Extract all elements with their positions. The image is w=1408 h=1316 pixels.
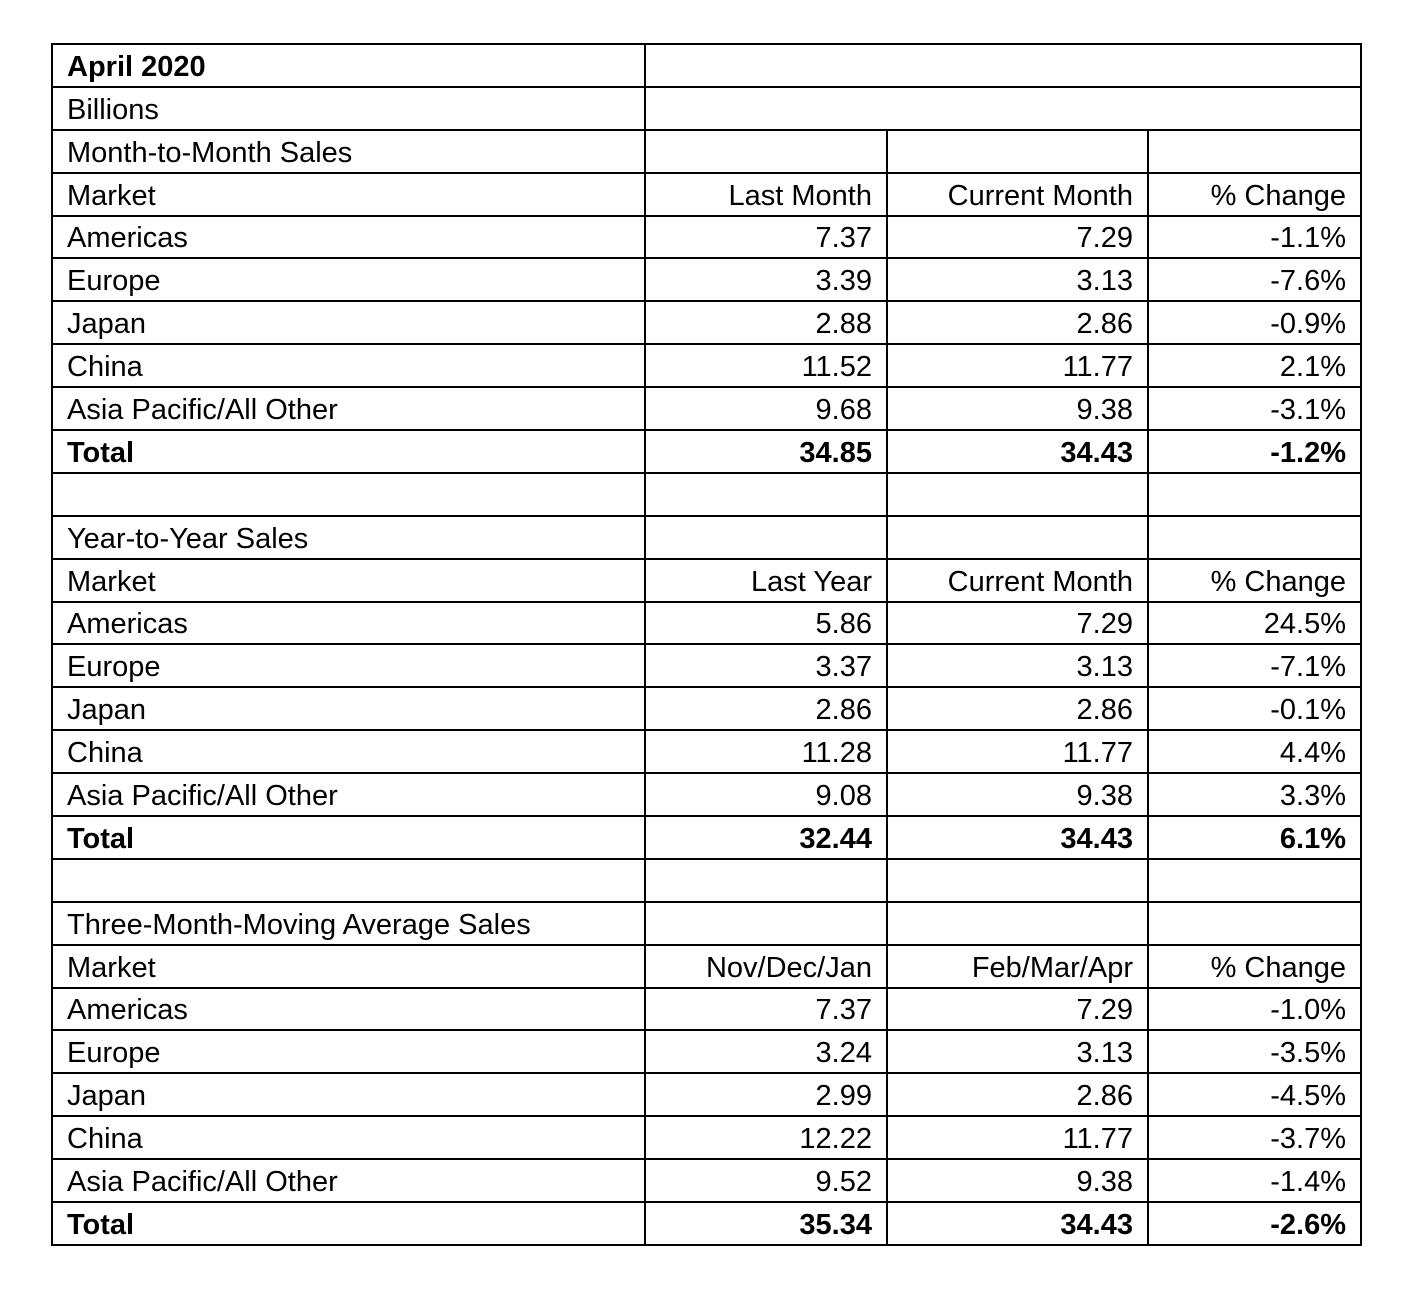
value-cell: -1.1% (1148, 216, 1361, 259)
value-cell: -4.5% (1148, 1073, 1361, 1116)
column-header: Market (52, 173, 645, 216)
value-cell: 3.13 (887, 644, 1148, 687)
table-row (52, 1116, 1361, 1159)
table-row (52, 258, 1361, 301)
title-row (52, 44, 1361, 87)
total-value: 6.1% (1148, 816, 1361, 859)
spacer-row (52, 859, 1361, 902)
empty-cell (52, 859, 645, 902)
value-cell: 9.52 (645, 1159, 887, 1202)
empty-cell (1148, 516, 1361, 559)
empty-cell (887, 859, 1148, 902)
column-header-row (52, 559, 1361, 602)
total-row (52, 816, 1361, 859)
value-cell: 7.29 (887, 602, 1148, 645)
value-cell: 3.3% (1148, 773, 1361, 816)
column-header: Current Month (887, 173, 1148, 216)
market-cell: Asia Pacific/All Other (52, 387, 645, 430)
value-cell: 24.5% (1148, 602, 1361, 645)
section-title-row (52, 516, 1361, 559)
column-header: Current Month (887, 559, 1148, 602)
market-cell: Europe (52, 1030, 645, 1073)
value-cell: 2.86 (645, 687, 887, 730)
total-value: 32.44 (645, 816, 887, 859)
empty-cell (887, 902, 1148, 945)
empty-cell (1148, 902, 1361, 945)
total-value: 34.43 (887, 430, 1148, 473)
value-cell: 4.4% (1148, 730, 1361, 773)
value-cell: -1.0% (1148, 988, 1361, 1031)
table-row (52, 301, 1361, 344)
value-cell: 2.99 (645, 1073, 887, 1116)
value-cell: 7.37 (645, 216, 887, 259)
table-row (52, 773, 1361, 816)
value-cell: -3.1% (1148, 387, 1361, 430)
empty-cell (52, 473, 645, 516)
value-cell: 12.22 (645, 1116, 887, 1159)
value-cell: 9.38 (887, 1159, 1148, 1202)
value-cell: -3.5% (1148, 1030, 1361, 1073)
table-row (52, 1159, 1361, 1202)
total-label: Total (52, 1202, 645, 1245)
section-title: Month-to-Month Sales (52, 130, 645, 173)
empty-cell (1148, 130, 1361, 173)
value-cell: 3.24 (645, 1030, 887, 1073)
empty-cell (645, 859, 887, 902)
column-header-row (52, 173, 1361, 216)
table-row (52, 687, 1361, 730)
value-cell: 2.1% (1148, 344, 1361, 387)
value-cell: -7.6% (1148, 258, 1361, 301)
value-cell: 7.37 (645, 988, 887, 1031)
value-cell: 3.13 (887, 1030, 1148, 1073)
empty-cell (645, 44, 1361, 87)
value-cell: 3.39 (645, 258, 887, 301)
empty-cell (887, 473, 1148, 516)
value-cell: 9.68 (645, 387, 887, 430)
value-cell: 11.52 (645, 344, 887, 387)
market-cell: Asia Pacific/All Other (52, 1159, 645, 1202)
empty-cell (1148, 859, 1361, 902)
total-value: 34.85 (645, 430, 887, 473)
value-cell: -0.9% (1148, 301, 1361, 344)
table-row (52, 1030, 1361, 1073)
market-cell: Europe (52, 644, 645, 687)
value-cell: -7.1% (1148, 644, 1361, 687)
value-cell: -3.7% (1148, 1116, 1361, 1159)
empty-cell (645, 516, 887, 559)
value-cell: 9.08 (645, 773, 887, 816)
empty-cell (645, 902, 887, 945)
value-cell: 9.38 (887, 773, 1148, 816)
market-cell: China (52, 730, 645, 773)
market-cell: Americas (52, 602, 645, 645)
value-cell: 7.29 (887, 216, 1148, 259)
value-cell: 11.28 (645, 730, 887, 773)
market-cell: Asia Pacific/All Other (52, 773, 645, 816)
total-value: -1.2% (1148, 430, 1361, 473)
section-title: Three-Month-Moving Average Sales (52, 902, 645, 945)
total-label: Total (52, 430, 645, 473)
report-title: April 2020 (52, 44, 645, 87)
spacer-row (52, 473, 1361, 516)
total-value: 34.43 (887, 1202, 1148, 1245)
market-cell: Americas (52, 216, 645, 259)
total-row (52, 1202, 1361, 1245)
empty-cell (645, 87, 1361, 130)
table-row (52, 730, 1361, 773)
section-title-row (52, 130, 1361, 173)
value-cell: -0.1% (1148, 687, 1361, 730)
value-cell: 7.29 (887, 988, 1148, 1031)
column-header: Nov/Dec/Jan (645, 945, 887, 988)
total-value: -2.6% (1148, 1202, 1361, 1245)
sales-table (51, 43, 1362, 1246)
market-cell: China (52, 344, 645, 387)
value-cell: 3.37 (645, 644, 887, 687)
total-value: 35.34 (645, 1202, 887, 1245)
market-cell: Japan (52, 1073, 645, 1116)
column-header: % Change (1148, 173, 1361, 216)
column-header-row (52, 945, 1361, 988)
table-row (52, 644, 1361, 687)
value-cell: 5.86 (645, 602, 887, 645)
total-row (52, 430, 1361, 473)
table-row (52, 1073, 1361, 1116)
column-header: Market (52, 945, 645, 988)
total-value: 34.43 (887, 816, 1148, 859)
value-cell: 2.86 (887, 687, 1148, 730)
market-cell: Japan (52, 301, 645, 344)
market-cell: China (52, 1116, 645, 1159)
market-cell: Americas (52, 988, 645, 1031)
table-row (52, 344, 1361, 387)
column-header: Market (52, 559, 645, 602)
empty-cell (1148, 473, 1361, 516)
value-cell: -1.4% (1148, 1159, 1361, 1202)
value-cell: 11.77 (887, 1116, 1148, 1159)
column-header: Last Month (645, 173, 887, 216)
value-cell: 9.38 (887, 387, 1148, 430)
column-header: Last Year (645, 559, 887, 602)
value-cell: 11.77 (887, 344, 1148, 387)
empty-cell (887, 130, 1148, 173)
total-label: Total (52, 816, 645, 859)
value-cell: 11.77 (887, 730, 1148, 773)
empty-cell (887, 516, 1148, 559)
empty-cell (645, 473, 887, 516)
column-header: % Change (1148, 945, 1361, 988)
units-row (52, 87, 1361, 130)
units-label: Billions (52, 87, 645, 130)
section-title: Year-to-Year Sales (52, 516, 645, 559)
column-header: % Change (1148, 559, 1361, 602)
value-cell: 2.86 (887, 301, 1148, 344)
value-cell: 2.86 (887, 1073, 1148, 1116)
market-cell: Japan (52, 687, 645, 730)
value-cell: 3.13 (887, 258, 1148, 301)
table-row (52, 602, 1361, 645)
table-row (52, 387, 1361, 430)
section-title-row (52, 902, 1361, 945)
table-row (52, 216, 1361, 259)
value-cell: 2.88 (645, 301, 887, 344)
table-row (52, 988, 1361, 1031)
column-header: Feb/Mar/Apr (887, 945, 1148, 988)
empty-cell (645, 130, 887, 173)
market-cell: Europe (52, 258, 645, 301)
